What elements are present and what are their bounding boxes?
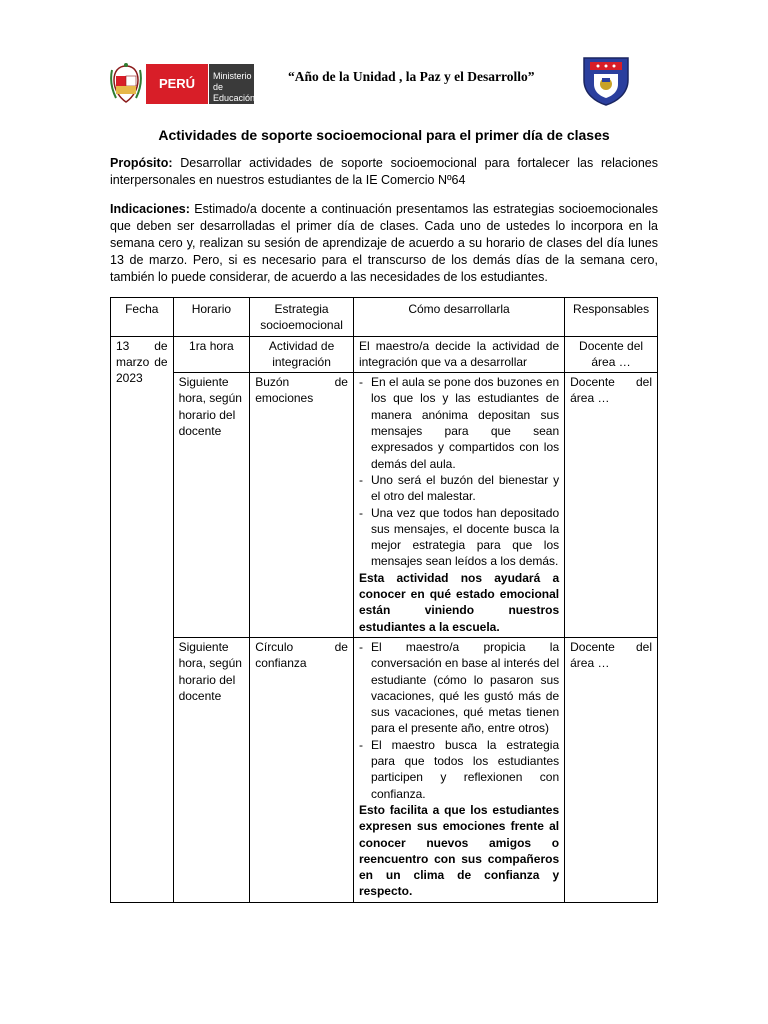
document-title: Actividades de soporte socioemocional para el primer día de clases [158,127,610,143]
header-responsables: Responsables [565,298,658,337]
estrategia-cell: Actividad de integración [250,336,354,373]
estrategia-cell: Buzón de emociones [250,373,354,638]
como-cell [353,373,564,638]
como-cell: El maestro/a decide la actividad de integración que va a desarrollar [353,336,564,373]
table-header-row [111,298,658,337]
responsables-cell: Docente del área … [565,637,658,902]
purpose-label: Propósito: [110,156,173,170]
horario-cell: Siguiente hora, según horario del docente [173,637,250,902]
table-row [111,336,658,373]
year-motto: “Año de la Unidad , la Paz y el Desarrollo” [288,69,535,84]
school-shield-icon [580,52,632,106]
list-item: - El maestro/a propicia la conversación en base al interés del estudiante (cómo lo pasaron sus vacaciones, qué les gustó más de sus vacaciones, qué metas tienen para el presente año, entre otros) [359,639,559,737]
header-como: Cómo desarrollarla [353,298,564,337]
purpose-text: Desarrollar actividades de soporte socioemocional para fortalecer las relaciones interpersonales en nuestros estudiantes de la IE Comercio Nº64 [110,156,658,187]
header-fecha: Fecha [111,298,174,337]
list-item: - El maestro busca la estrategia para que todos los estudiantes participen y reflexionen con confianza. [359,737,559,802]
estrategia-cell: Círculo de confianza [250,637,354,902]
list-item: - Uno será el buzón del bienestar y el otro del malestar. [359,472,559,505]
table-row [111,637,658,902]
activity-conclusion: Esta actividad nos ayudará a conocer en qué estado emocional están viniendo nuestros estudiantes a la escuela. [358,570,560,634]
ministry-logo-label: Ministerio de Educación [209,64,254,104]
activities-table [110,297,658,903]
date-cell: 13 de marzo de 2023 [111,336,174,902]
horario-cell: 1ra hora [173,336,250,373]
purpose-paragraph [110,155,658,189]
activity-steps-list [359,374,559,570]
horario-cell: Siguiente hora, según horario del docente [173,373,250,638]
activity-conclusion: Esto facilita a que los estudiantes expresen sus emociones frente al conocer nuevos amigos o reencuentro con sus compañeros en un clima de confianza y respecto. [358,802,560,899]
list-item: - Una vez que todos han depositado sus mensajes, el docente busca la mejor estrategia para que los mensajes sean leídos a los demás. [359,505,559,570]
como-cell [353,637,564,902]
responsables-cell: Docente del área … [565,336,658,373]
peru-coat-of-arms-icon [108,62,144,106]
peru-logo-label: PERÚ [146,64,208,104]
table-row [111,373,658,638]
header-estrategia: Estrategia socioemocional [250,298,354,337]
activity-steps-list [359,639,559,802]
header-horario: Horario [173,298,250,337]
instructions-paragraph [110,201,658,286]
list-item: - En el aula se pone dos buzones en los que los y las estudiantes de manera anónima depositan sus mensajes para que sean expresados y compartidos con los demás del aula. [359,374,559,472]
instructions-label: Indicaciones: [110,202,190,216]
document-header [0,0,768,115]
instructions-text: Estimado/a docente a continuación presentamos las estrategias socioemocionales que deben ser desarrolladas el primer día de clases. Cada uno de ustedes lo incorpora en la semana cero y, realizan su sesión de aprendizaje de acuerdo a su horario de clases del día lunes 13 de marzo. Pero, si es necesario para el transcurso de los demás días de la semana cero, también lo puede considerar, de acuerdo a las necesidades de los estudiantes. [110,202,658,284]
responsables-cell: Docente del área … [565,373,658,638]
